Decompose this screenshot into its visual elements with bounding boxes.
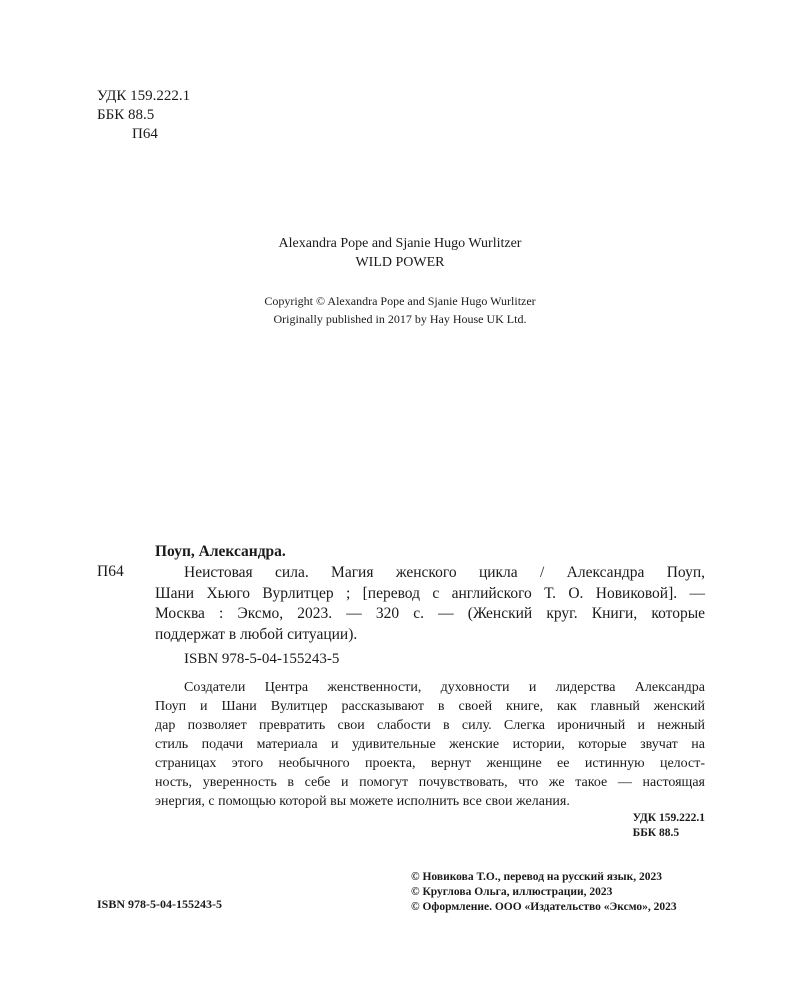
catalog-author-heading: Поуп, Александра. (155, 543, 286, 560)
original-title: WILD POWER (355, 255, 445, 270)
copyright-translation: © Новикова Т.О., перевод на русский язык, 2023 (411, 871, 662, 883)
original-authors: Alexandra Pope and Sjanie Hugo Wurlitzer (278, 236, 522, 251)
description-line: поддержат в любой ситуации). (155, 625, 358, 643)
description-line: Шани Хьюго Вурлитцер ; [перевод с английского Т. О. Новиковой]. — (155, 584, 705, 602)
catalog-code: П64 (97, 563, 124, 580)
annotation-line: Поуп и Шани Вулитцер рассказывают в своей книге, как главный женский (155, 699, 705, 714)
annotation-line: дар позволяет превратить свои слабости в силу. Слегка ироничный и нежный (155, 718, 705, 733)
catalog-bbk: ББК 88.5 (632, 827, 680, 839)
annotation-line: Создатели Центра женственности, духовности и лидерства Александра (184, 680, 705, 695)
annotation-line: страницах этого необычного проекта, вернут женщине ее истинную целост- (155, 756, 705, 771)
catalog-udk: УДК 159.222.1 (632, 812, 705, 824)
description-line: Неистовая сила. Магия женского цикла / Александра Поуп, (184, 564, 705, 581)
catalog-isbn: ISBN 978-5-04-155243-5 (184, 651, 340, 667)
published-line: Originally published in 2017 by Hay House UK Ltd. (273, 312, 527, 326)
annotation-line: стиль подачи материала и удивительные женские истории, которые звучат на (155, 737, 705, 752)
catalog-description (155, 563, 705, 645)
annotation-line: энергия, с помощью которой вы можете исполнить все свои желания. (155, 794, 570, 809)
bbk-code: ББК 88.5 (97, 107, 155, 123)
description-line: Москва : Эксмо, 2023. — 320 с. — (Женский круг. Книги, которые (155, 605, 705, 622)
footer-isbn: ISBN 978-5-04-155243-5 (97, 897, 222, 911)
russian-copyrights (411, 870, 677, 915)
annotation (155, 678, 705, 811)
udk-code: УДК 159.222.1 (97, 88, 191, 104)
copyright-illustrations: © Круглова Ольга, иллюстрации, 2023 (411, 886, 613, 898)
copyright-line: Copyright © Alexandra Pope and Sjanie Hugo Wurlitzer (264, 294, 536, 308)
copyright-design: © Оформление. ООО «Издательство «Эксмо», 2023 (411, 901, 677, 913)
annotation-line: ность, уверенность в себе и помогут почувствовать, что же такое — настоящая (155, 775, 705, 790)
catalog-classification (633, 811, 705, 841)
original-edition (0, 234, 800, 272)
author-mark: П64 (132, 126, 158, 142)
classification-block (97, 87, 190, 144)
original-copyright (0, 292, 800, 328)
